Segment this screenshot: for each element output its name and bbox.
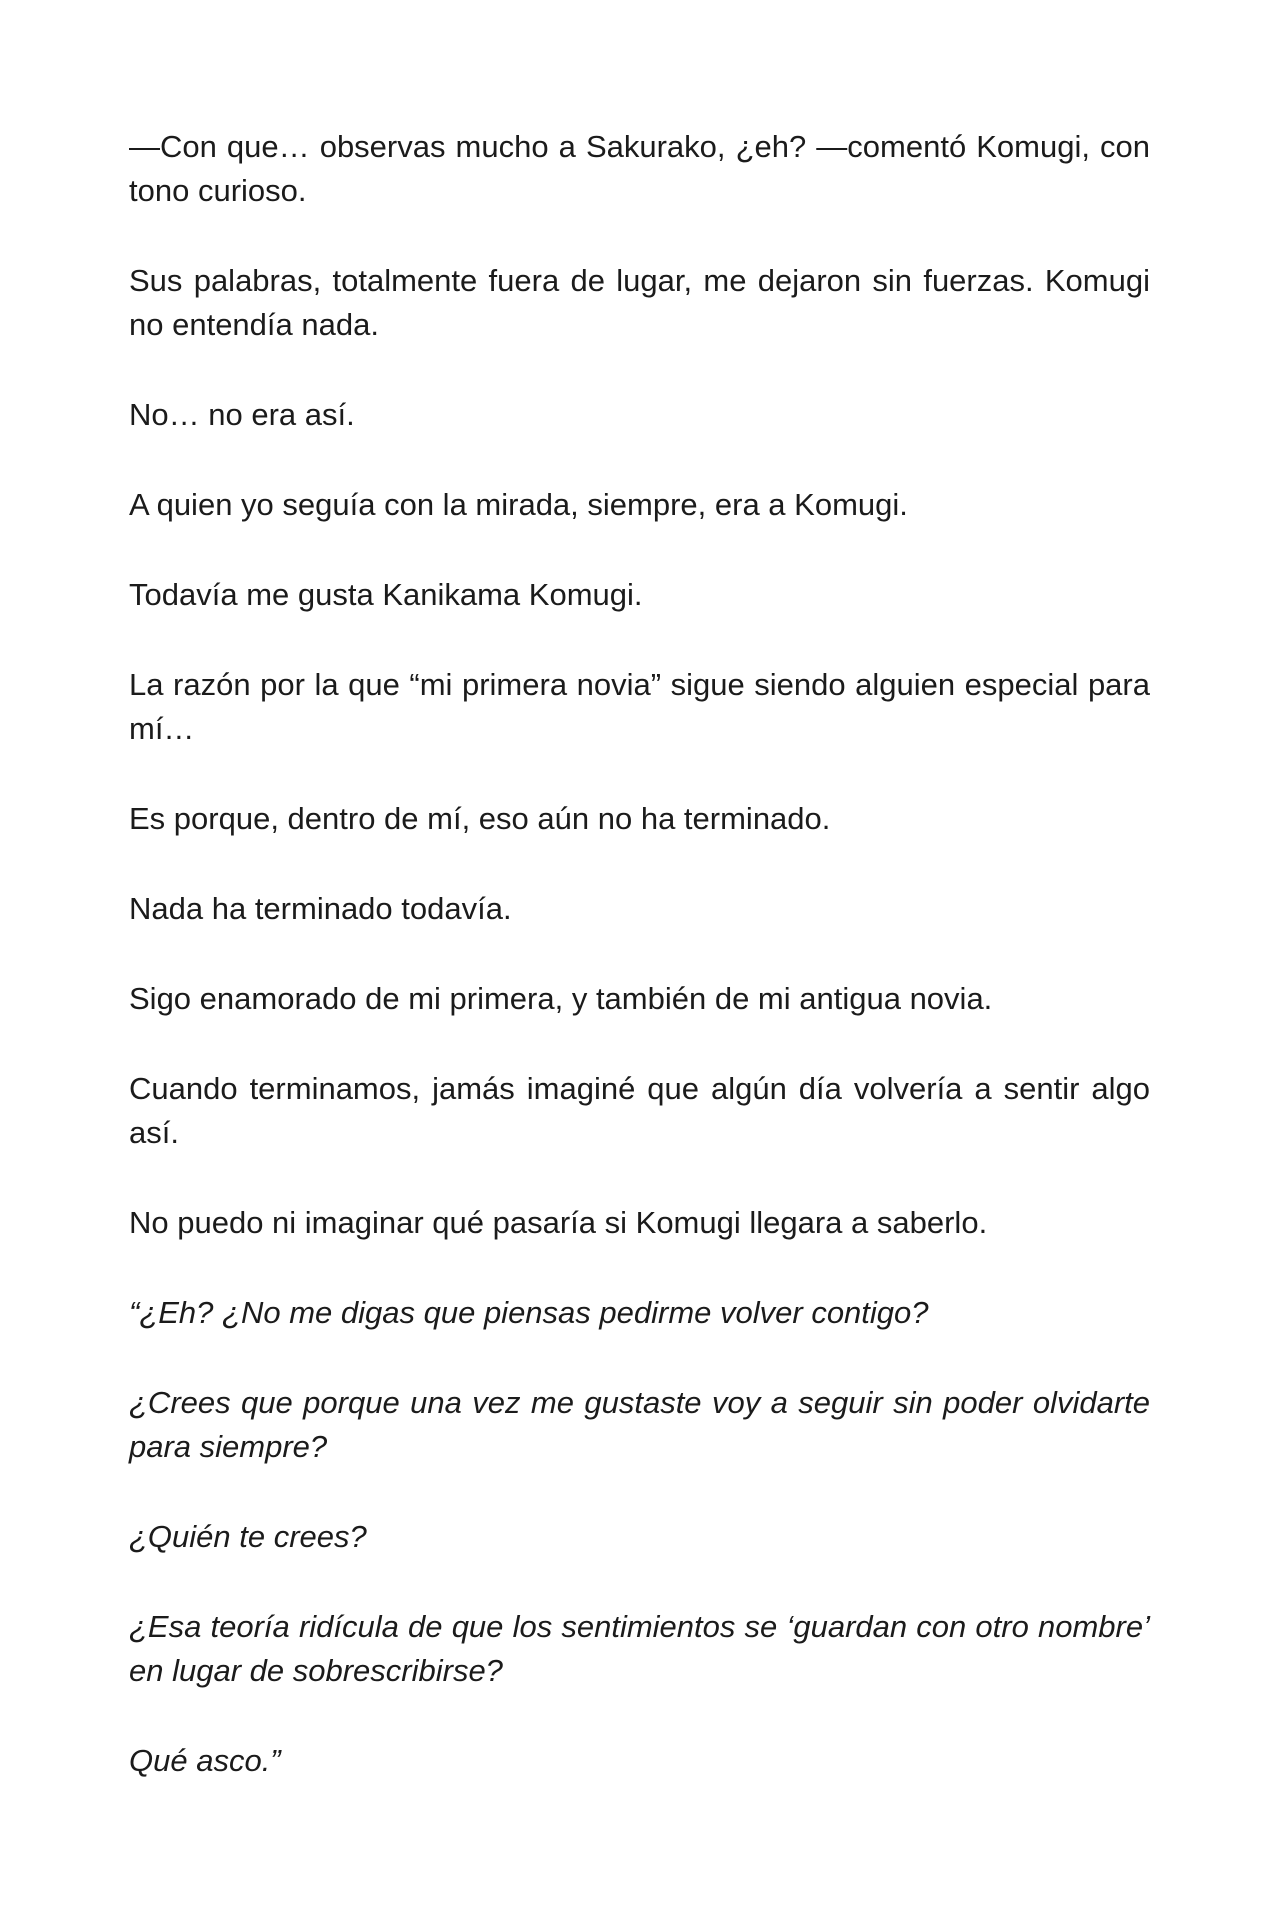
italic-paragraph: “¿Eh? ¿No me digas que piensas pedirme volver contigo? (129, 1295, 929, 1330)
italic-paragraph: ¿Esa teoría ridícula de que los sentimientos se ‘guardan con otro nombre’ en lugar de sobrescribirse? (129, 1609, 1150, 1688)
paragraph: Es porque, dentro de mí, eso aún no ha terminado. (129, 801, 831, 836)
paragraph: Sigo enamorado de mi primera, y también de mi antigua novia. (129, 981, 993, 1016)
paragraph: La razón por la que “mi primera novia” sigue siendo alguien especial para mí… (129, 667, 1150, 746)
paragraph: A quien yo seguía con la mirada, siempre, era a Komugi. (129, 487, 908, 522)
paragraph: Todavía me gusta Kanikama Komugi. (129, 577, 643, 612)
paragraph: —Con que… observas mucho a Sakurako, ¿eh? —comentó Komugi, con tono curioso. (129, 129, 1150, 208)
italic-paragraph: ¿Crees que porque una vez me gustaste voy a seguir sin poder olvidarte para siempre? (129, 1385, 1150, 1464)
paragraph: No… no era así. (129, 397, 355, 432)
paragraph: Sus palabras, totalmente fuera de lugar, me dejaron sin fuerzas. Komugi no entendía nada. (129, 263, 1150, 342)
document-page (129, 125, 1150, 1829)
italic-paragraph: ¿Quién te crees? (129, 1519, 367, 1554)
paragraph: Cuando terminamos, jamás imaginé que algún día volvería a sentir algo así. (129, 1071, 1150, 1150)
paragraph: Nada ha terminado todavía. (129, 891, 512, 926)
paragraph: No puedo ni imaginar qué pasaría si Komugi llegara a saberlo. (129, 1205, 988, 1240)
italic-paragraph: Qué asco.” (129, 1743, 281, 1778)
